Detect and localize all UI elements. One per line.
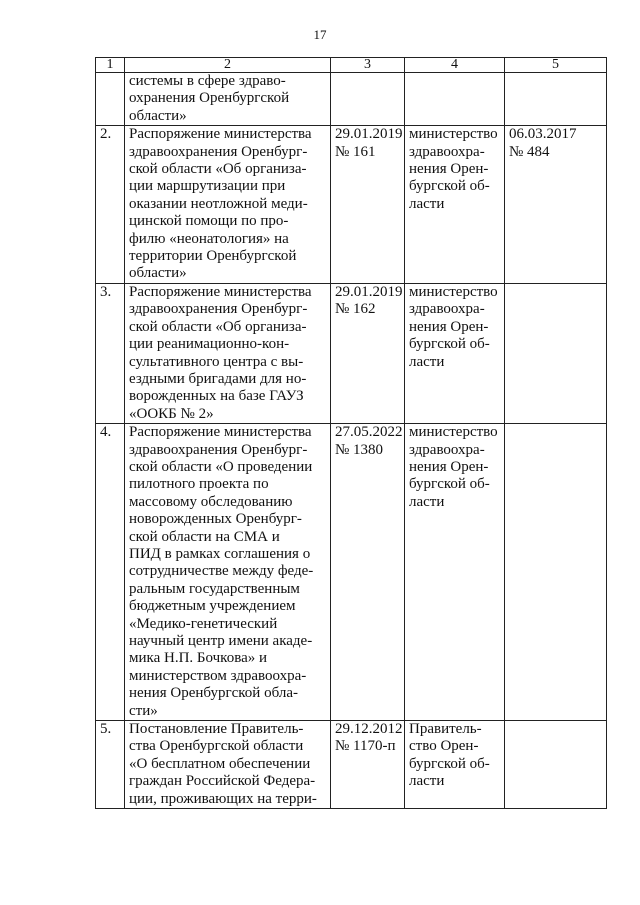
- row-number: 5.: [96, 721, 125, 809]
- document-table: [95, 57, 607, 809]
- table-row: [96, 126, 607, 284]
- row-number: 4.: [96, 424, 125, 721]
- row-number: 3.: [96, 283, 125, 423]
- document-date: 29.01.2019 № 161: [331, 126, 405, 284]
- related-reference: [505, 73, 607, 126]
- table-header-row: [96, 58, 607, 73]
- related-reference: [505, 283, 607, 423]
- document-title: Распоряжение министерства здравоохранения Оренбург- ской области «Об организа- ции реанимационно-кон- сультативного центра с вы- ездными бригадами для но- ворожденных на базе ГАУЗ «ООКБ № 2»: [125, 283, 331, 423]
- document-title: системы в сфере здраво- охранения Оренбургской области»: [125, 73, 331, 126]
- column-header: 3: [331, 58, 405, 73]
- document-title: Постановление Правитель- ства Оренбургской области «О бесплатном обеспечении граждан Российской Федера- ции, проживающих на терри-: [125, 721, 331, 809]
- page-number: 17: [313, 27, 327, 42]
- document-date: 27.05.2022 № 1380: [331, 424, 405, 721]
- document-date: 29.12.2012 № 1170-п: [331, 721, 405, 809]
- column-header: 5: [505, 58, 607, 73]
- issuing-authority: министерство здравоохра- нения Орен- бургской об- ласти: [405, 424, 505, 721]
- table-row: [96, 283, 607, 423]
- related-reference: [505, 424, 607, 721]
- document-title: Распоряжение министерства здравоохранения Оренбург- ской области «Об организа- ции маршрутизации при оказании неотложной меди- цинской помощи по про- филю «неонатология» на территории Оренбургской области»: [125, 126, 331, 284]
- document-date: 29.01.2019 № 162: [331, 283, 405, 423]
- table-row: [96, 424, 607, 721]
- row-number: 2.: [96, 126, 125, 284]
- issuing-authority: Правитель- ство Орен- бургской об- ласти: [405, 721, 505, 809]
- table-row: [96, 73, 607, 126]
- document-date: [331, 73, 405, 126]
- column-header: 4: [405, 58, 505, 73]
- table-row: [96, 721, 607, 809]
- issuing-authority: министерство здравоохра- нения Орен- бургской об- ласти: [405, 283, 505, 423]
- row-number: [96, 73, 125, 126]
- issuing-authority: министерство здравоохра- нения Орен- бургской об- ласти: [405, 126, 505, 284]
- column-header: 1: [96, 58, 125, 73]
- document-title: Распоряжение министерства здравоохранения Оренбург- ской области «О проведении пилотного проекта по массовому обследованию новорожденных Оренбург- ской области на СМА и ПИД в рамках соглашения о сотрудничестве между феде- ральным государственным бюджетным учреждением «Медико-генетический научный центр имени акаде- мика Н.П. Бочкова» и министерством здравоохра- нения Оренбургской обла- сти»: [125, 424, 331, 721]
- column-header: 2: [125, 58, 331, 73]
- related-reference: [505, 721, 607, 809]
- related-reference: 06.03.2017 № 484: [505, 126, 607, 284]
- issuing-authority: [405, 73, 505, 126]
